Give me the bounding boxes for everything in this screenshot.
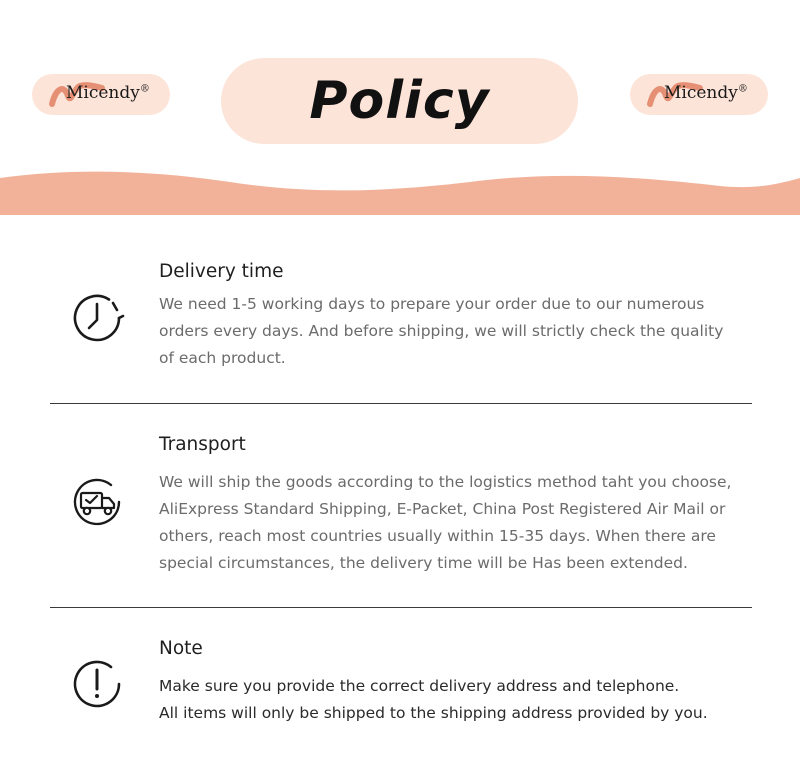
- section-text: We will ship the goods according to the logistics method taht you choose, AliExpress Standard Shipping, E-Packet, China Post Registered Air Mail or others, reach most countries usually within 15-35 days. When there are special circumstances, the delivery time will be Has been extended.: [159, 473, 732, 572]
- section-transport: [50, 432, 752, 592]
- section-text: We need 1-5 working days to prepare your order due to our numerous orders every days. And before shipping, we will strictly check the quality of each product.: [159, 295, 724, 367]
- exclamation-icon: [69, 656, 125, 712]
- section-divider: [50, 607, 752, 608]
- section-title: Delivery time: [159, 261, 284, 282]
- page-title: Policy: [309, 71, 490, 131]
- title-pill: [221, 58, 578, 144]
- policy-header: [0, 0, 800, 215]
- delivery-truck-icon: [69, 474, 125, 530]
- section-divider: [50, 403, 752, 404]
- section-title: Note: [159, 638, 203, 659]
- wave-banner: [0, 160, 800, 215]
- clock-icon: [69, 290, 125, 346]
- section-delivery-time: [50, 258, 752, 388]
- brand-logo-left: [32, 74, 170, 115]
- section-title: Transport: [159, 434, 246, 455]
- brand-name: Micendy®: [664, 83, 748, 103]
- section-note: [50, 636, 752, 736]
- brand-logo-right: [630, 74, 768, 115]
- brand-name: Micendy®: [66, 83, 150, 103]
- section-text: Make sure you provide the correct delivery address and telephone. All items will only be shipped to the shipping address provided by you.: [159, 677, 708, 722]
